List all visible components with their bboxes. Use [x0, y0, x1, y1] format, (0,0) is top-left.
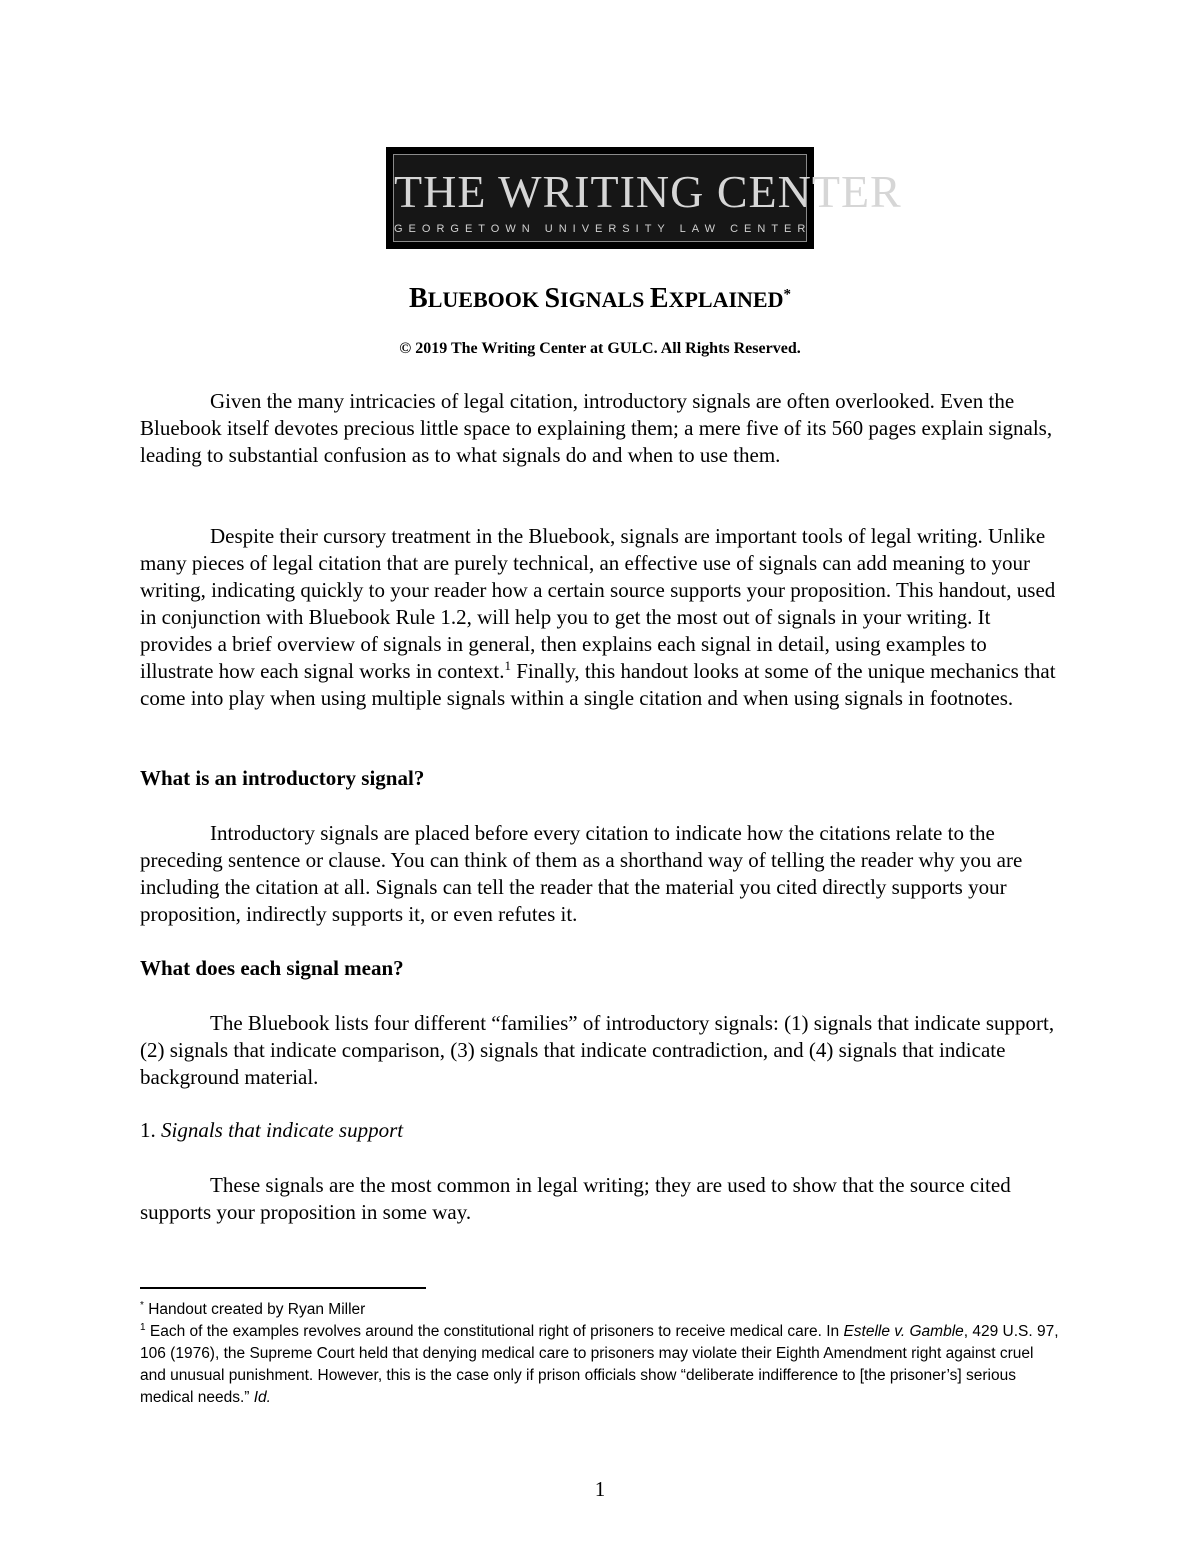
footnote-star: [140, 1299, 1060, 1321]
subsection-1-body: [140, 1172, 1060, 1226]
footnote-1-marker: 1: [140, 1321, 146, 1333]
intro-paragraph-1-text: Given the many intricacies of legal citation, introductory signals are often overlooked. Even the Bluebook itself devotes precious little space to explaining them; a mere five of its 560 pages explain signals, leading to substantial confusion as to what signals do and when to use them.: [140, 389, 1053, 467]
section-2-body-text: The Bluebook lists four different “families” of introductory signals: (1) signals that indicate support, (2) signals that indicate comparison, (3) signals that indicate contradiction, and (4) signals that indicate background material.: [140, 1011, 1055, 1089]
copyright-notice: © 2019 The Writing Center at GULC. All Rights Reserved.: [399, 340, 801, 357]
writing-center-logo: [386, 147, 902, 249]
footnote-1-id: Id.: [253, 1389, 271, 1406]
document-title: [0, 283, 1200, 315]
title-word: LUEBOOK: [427, 287, 539, 312]
footnotes: [140, 1299, 1060, 1409]
section-heading-introductory-signal: What is an introductory signal?: [140, 766, 425, 790]
intro-paragraph-2-text: Despite their cursory treatment in the Bluebook, signals are important tools of legal writing. Unlike many pieces of legal citation that are purely technical, an effective use of signals can add meaning to your writing, indicating quickly to your reader how a certain source supports your proposition. This handout, used in conjunction with Bluebook Rule 1.2, will help you to get the most out of signals in your writing. It provides a brief overview of signals in general, then explains each signal in detail, using examples to illustrate how each signal works in context.: [140, 524, 1056, 683]
page-number: 1: [594, 1477, 606, 1501]
footnote-reference[interactable]: 1: [504, 658, 511, 673]
subsection-title: Signals that indicate support: [161, 1118, 404, 1142]
logo-title: THE WRITING CENTER: [394, 166, 902, 217]
footnote-1: [140, 1321, 1060, 1409]
intro-paragraph-2-end: Finally, this handout looks at some of the unique mechanics that come into play when using multiple signals within a single citation and when using signals in footnotes.: [140, 659, 1056, 710]
subsection-number: 1.: [140, 1118, 156, 1142]
title-initial: B: [409, 283, 428, 314]
title-initial: S: [544, 283, 561, 314]
footnote-1-text-b: , 429 U.S. 97, 106 (1976), the Supreme Court held that denying medical care to prisoners may violate their Eighth Amendment right against cruel and unusual punishment. However, this is the case only if prison officials show “deliberate indifference to [the prisoner’s] serious medical needs.”: [140, 1323, 1059, 1406]
section-heading-signal-meaning: What does each signal mean?: [140, 956, 404, 980]
section-2-body: [140, 1010, 1060, 1091]
title-word: XPLAINED: [668, 287, 784, 312]
subsection-heading-support: [140, 1118, 403, 1143]
subsection-1-body-text: These signals are the most common in legal writing; they are used to show that the source cited supports your proposition in some way.: [140, 1173, 1011, 1224]
title-footnote-marker: *: [783, 286, 791, 303]
logo-panel: [393, 154, 902, 242]
title-word: IGNALS: [560, 287, 645, 312]
footnote-star-text: Handout created by Ryan Miller: [148, 1301, 366, 1318]
section-1-body-text: Introductory signals are placed before every citation to indicate how the citations relate to the preceding sentence or clause. You can think of them as a shorthand way of telling the reader why you are including the citation at all. Signals can tell the reader that the material you cited directly supports your proposition, indirectly supports it, or even refutes it.: [140, 821, 1023, 926]
logo-subtitle: GEORGETOWN UNIVERSITY LAW CENTER: [394, 223, 812, 235]
footnote-divider: [140, 1287, 426, 1289]
footnote-star-marker: *: [140, 1299, 144, 1311]
intro-paragraph-1: [140, 388, 1060, 469]
intro-paragraph-2: [140, 523, 1060, 712]
footnote-1-text-a: Each of the examples revolves around the constitutional right of prisoners to receive medical care. In: [149, 1323, 840, 1340]
title-initial: E: [649, 283, 669, 314]
footnote-1-case-name: Estelle v. Gamble: [843, 1323, 964, 1340]
section-1-body: [140, 820, 1060, 928]
